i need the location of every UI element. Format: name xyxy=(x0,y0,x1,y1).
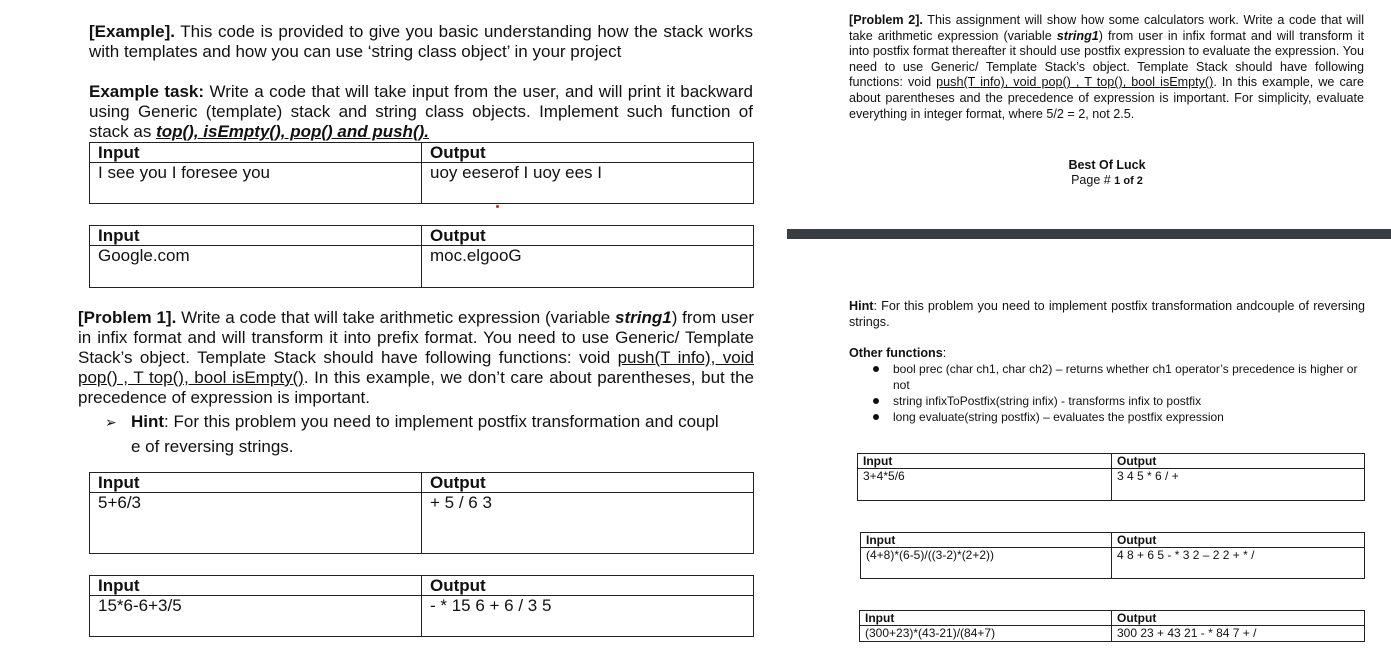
table-header-input: Input xyxy=(861,533,1112,548)
problem1-hint-line1: : For this problem you need to implement postfix transformation and coupl xyxy=(164,412,719,431)
table-cell-output: uoy eeserof I uoy ees I xyxy=(422,163,754,204)
list-item: bool prec (char ch1, char ch2) – returns whether ch1 operator’s precedence is higher or not xyxy=(849,361,1369,393)
table-header-input: Input xyxy=(90,143,422,163)
problem1-paragraph xyxy=(78,308,754,408)
problem2-label: [Problem 2]. xyxy=(849,13,923,27)
red-dot-mark xyxy=(496,205,499,208)
example-task-label: Example task: xyxy=(89,82,205,101)
problem2-function-list: push(T info), void pop() , T top(), bool isEmpty() xyxy=(936,75,1214,90)
table-header-output: Output xyxy=(422,473,754,493)
problem1-table-2 xyxy=(89,575,754,637)
problem1-label: [Problem 1]. xyxy=(78,308,177,327)
table-cell-output: 4 8 + 6 5 - * 3 2 – 2 2 + * / xyxy=(1112,548,1365,579)
table-cell-input: 5+6/3 xyxy=(90,493,422,554)
other-functions-colon: : xyxy=(942,346,947,360)
table-header-input: Input xyxy=(90,473,422,493)
table-header-output: Output xyxy=(1112,454,1365,469)
table-header-input: Input xyxy=(860,611,1112,626)
table-cell-input: (300+23)*(43-21)/(84+7) xyxy=(860,626,1112,642)
table-header-input: Input xyxy=(858,454,1112,469)
example-task-functions: top(), isEmpty(), pop() and push(). xyxy=(156,122,429,141)
problem1-text-a: Write a code that will take arithmetic expression (variable xyxy=(176,308,616,327)
example-paragraph xyxy=(89,22,753,62)
problem1-hint xyxy=(105,410,765,459)
table-cell-output: 3 4 5 * 6 / + xyxy=(1112,469,1365,501)
problem1-table-1 xyxy=(89,472,754,554)
example-text: This code is provided to give you basic understanding how the stack works with templates and how you can use ‘string class object’ in your project xyxy=(89,22,753,61)
table-cell-output: 300 23 + 43 21 - * 84 7 + / xyxy=(1112,626,1365,642)
problem2-text-b: ) from user in infix format and will transform it into postfix format thereafter it should use postfix expression to evaluate the expression. You need to use Generic/ Template Stack’s object. Template Stack should have following functions: void xyxy=(849,28,1364,90)
problem2-table-2 xyxy=(860,532,1365,579)
table-header-output: Output xyxy=(422,576,754,596)
problem2-paragraph xyxy=(849,13,1364,122)
problem2-text-a: This assignment will show how some calculators work. Write a code that will take arithmetic expression (variable xyxy=(849,13,1365,43)
problem2-text-c: . In this example, we care about parentheses and the precedence of expression is important. For simplicity, evaluate everything in integer format, where 5/2 = 2, not 2.5. xyxy=(849,75,1364,121)
table-cell-output: - * 15 6 + 6 / 3 5 xyxy=(422,596,754,637)
table-cell-input: Google.com xyxy=(90,246,422,288)
page-num: 1 of 2 xyxy=(1114,175,1143,187)
problem1-text-b: ) from user in infix format and will transform it into prefix format. You need to use Generic/ Template Stack’s object. Template Stack should have following functions: void xyxy=(78,308,755,367)
example-task-text: Write a code that will take input from the user, and will print it backward using Generic (template) stack and string class objects. Implement such function of stack as xyxy=(89,82,753,141)
best-of-luck: Best Of Luck xyxy=(1068,158,1146,172)
problem2-table-3 xyxy=(859,610,1365,642)
hint-paragraph xyxy=(849,299,1365,330)
problem1-hint-label: Hint xyxy=(131,412,165,431)
problem1-hint-line2: e of reversing strings. xyxy=(131,437,294,456)
problem1-function-list: push(T info), void pop() , T top(), bool isEmpty() xyxy=(78,348,754,387)
problem2-variable: string1 xyxy=(1056,28,1099,43)
table-cell-input: (4+8)*(6-5)/((3-2)*(2+2)) xyxy=(861,548,1112,579)
table-cell-output: moc.elgooG xyxy=(422,246,754,288)
table-header-output: Output xyxy=(422,143,754,163)
hint-label: Hint xyxy=(849,299,874,313)
table-header-input: Input xyxy=(90,576,422,596)
list-item: long evaluate(string postfix) – evaluates the postfix expression xyxy=(849,409,1369,425)
table-cell-input: 15*6-6+3/5 xyxy=(90,596,422,637)
table-header-output: Output xyxy=(1112,533,1365,548)
example-task-paragraph xyxy=(89,82,753,142)
example-table-1 xyxy=(89,142,754,204)
table-cell-input: 3+4*5/6 xyxy=(858,469,1112,501)
page-divider xyxy=(787,229,1391,239)
page-number xyxy=(1007,173,1207,189)
hint-text: : For this problem you need to implement postfix transformation andcouple of reversing strings. xyxy=(849,299,1365,329)
function-list xyxy=(849,361,1369,425)
problem1-text-c: . In this example, we don’t care about parentheses, but the precedence of expression is important. xyxy=(78,368,755,407)
other-functions-title: Other functions xyxy=(849,346,943,360)
table-header-output: Output xyxy=(422,226,754,246)
list-item: string infixToPostfix(string infix) - transforms infix to postfix xyxy=(849,393,1369,409)
example-table-2 xyxy=(89,225,754,288)
page-footer xyxy=(1007,158,1207,189)
problem2-table-1 xyxy=(857,453,1365,501)
example-label: [Example]. xyxy=(89,22,175,41)
table-header-output: Output xyxy=(1112,611,1365,626)
page-prefix: Page # xyxy=(1071,173,1115,187)
other-functions xyxy=(849,345,1369,425)
table-cell-output: + 5 / 6 3 xyxy=(422,493,754,554)
table-header-input: Input xyxy=(90,226,422,246)
table-cell-input: I see you I foresee you xyxy=(90,163,422,204)
problem1-variable: string1 xyxy=(615,308,672,327)
arrow-bullet-icon: ➢ xyxy=(105,415,117,431)
